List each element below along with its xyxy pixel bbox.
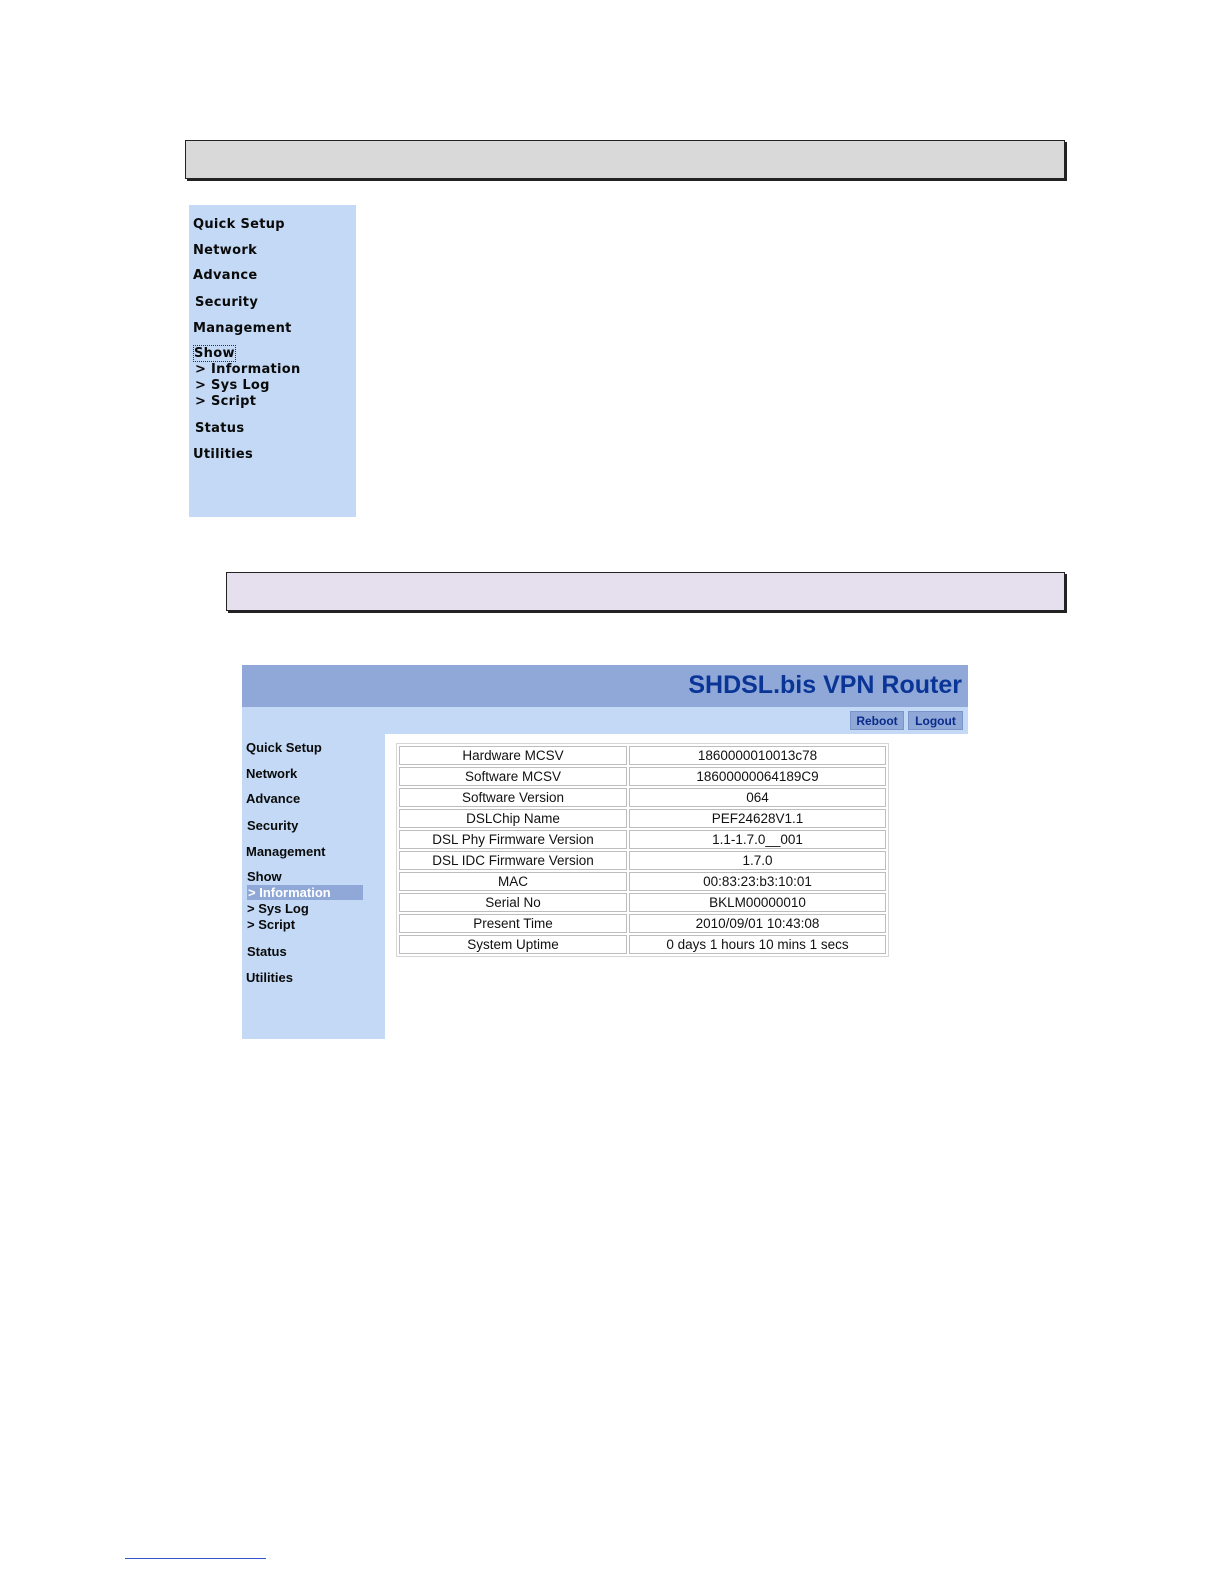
info-table [396,743,889,957]
table-row [399,746,886,765]
table-row [399,914,886,933]
router-screenshot [242,665,968,1039]
info-value: 1.7.0 [629,851,886,870]
table-row [399,935,886,954]
table-row [399,851,886,870]
menu-item-information[interactable]: > Information [195,362,301,377]
menu-item-advance[interactable]: Advance [193,268,258,283]
section-header-bar-secondary [226,572,1065,611]
sidebar-item-quick-setup[interactable]: Quick Setup [246,740,322,755]
reboot-button[interactable]: Reboot [850,711,904,730]
info-value: 1.1-1.7.0__001 [629,830,886,849]
menu-item-network[interactable]: Network [193,243,258,258]
router-title: SHDSL.bis VPN Router [688,671,962,699]
table-row [399,767,886,786]
info-key: Present Time [399,914,627,933]
sidebar-item-management[interactable]: Management [246,844,326,859]
menu-item-management[interactable]: Management [193,321,292,336]
menu-item-script[interactable]: > Script [195,394,257,409]
info-key: DSL Phy Firmware Version [399,830,627,849]
info-key: Software Version [399,788,627,807]
info-value: PEF24628V1.1 [629,809,886,828]
info-key: MAC [399,872,627,891]
menu-item-status[interactable]: Status [195,421,245,436]
router-toolbar [242,707,968,734]
menu-item-show[interactable]: Show [194,346,235,361]
table-row [399,893,886,912]
sidebar-item-show[interactable]: Show [247,869,282,884]
info-value: 2010/09/01 10:43:08 [629,914,886,933]
sidebar-item-security[interactable]: Security [247,818,299,833]
menu-item-quick-setup[interactable]: Quick Setup [193,217,285,232]
router-sidebar [242,734,385,1039]
sidebar-item-information[interactable]: > Information [247,885,363,900]
sidebar-item-utilities[interactable]: Utilities [246,970,293,985]
info-value: 18600000064189C9 [629,767,886,786]
info-key: Software MCSV [399,767,627,786]
sidebar-item-advance[interactable]: Advance [246,791,301,806]
info-key: Serial No [399,893,627,912]
sidebar-item-script[interactable]: > Script [247,917,296,932]
sidebar-item-sys-log[interactable]: > Sys Log [247,901,309,916]
footnote-rule [125,1558,266,1559]
info-value: 0 days 1 hours 10 mins 1 secs [629,935,886,954]
info-key: DSL IDC Firmware Version [399,851,627,870]
logout-button[interactable]: Logout [908,711,963,730]
section-header-bar [185,140,1065,179]
table-row [399,809,886,828]
menu-item-security[interactable]: Security [195,295,259,310]
table-row [399,830,886,849]
info-value: 00:83:23:b3:10:01 [629,872,886,891]
sidebar-item-network[interactable]: Network [246,766,298,781]
router-header [242,665,968,707]
sidebar-item-status[interactable]: Status [247,944,287,959]
info-value: 064 [629,788,886,807]
menu-item-utilities[interactable]: Utilities [193,447,254,462]
info-value: BKLM00000010 [629,893,886,912]
info-key: Hardware MCSV [399,746,627,765]
table-row [399,872,886,891]
info-key: System Uptime [399,935,627,954]
info-value: 1860000010013c78 [629,746,886,765]
table-row [399,788,886,807]
menu-panel [189,205,356,517]
info-key: DSLChip Name [399,809,627,828]
menu-item-sys-log[interactable]: > Sys Log [195,378,270,393]
